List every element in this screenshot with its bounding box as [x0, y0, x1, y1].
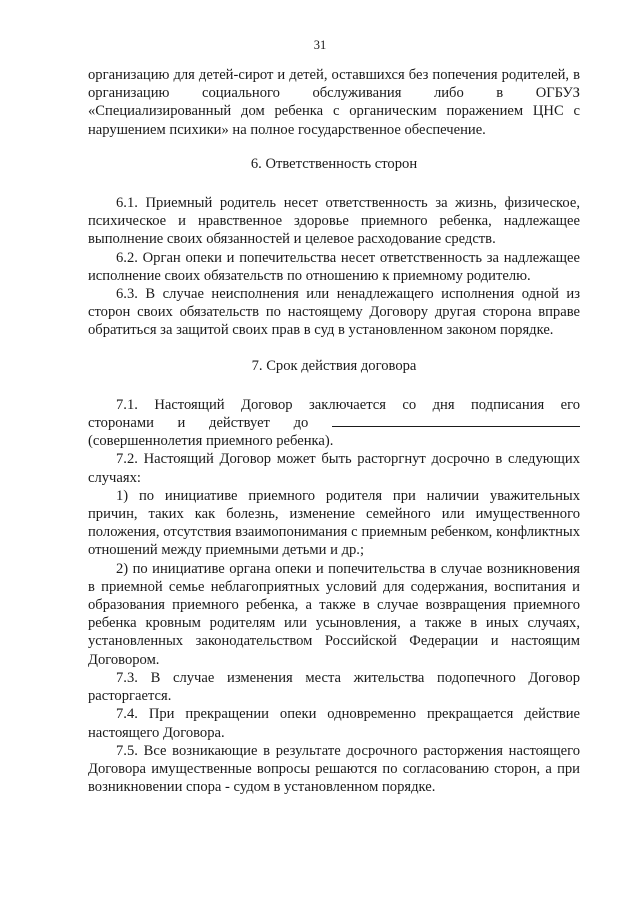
clause-7-5: 7.5. Все возникающие в результате досрочного расторжения настоящего Договора имущественные вопросы решаются по согласованию сторон, а при возникновении спора - судом в установленном порядке.	[88, 742, 580, 796]
page-number: 31	[313, 38, 327, 52]
clause-7-1	[88, 396, 580, 451]
section-7-title: 7. Срок действия договора	[251, 357, 417, 374]
clause-6-1: 6.1. Приемный родитель несет ответственность за жизнь, физическое, психическое и нравственное здоровье приемного ребенка, надлежащее выполнение своих обязанностей и целевое расходование средств.	[88, 195, 580, 248]
clause-6-2: 6.2. Орган опеки и попечительства несет ответственность за надлежащее исполнение своих обязательств по отношению к приемному родителю.	[88, 249, 580, 284]
date-blank-field[interactable]	[332, 414, 580, 427]
section-6-title: 6. Ответственность сторон	[250, 155, 418, 172]
clause-7-4: 7.4. При прекращении опеки одновременно прекращается действие настоящего Договора.	[88, 706, 580, 741]
clause-7-1-line2	[88, 414, 580, 432]
document-body	[88, 66, 580, 796]
clause-7-2: 7.2. Настоящий Договор может быть расторгнут досрочно в следующих случаях:	[88, 451, 580, 486]
intro-paragraph: организацию для детей-сирот и детей, оставшихся без попечения родителей, в организацию социального обслуживания либо в ОГБУЗ «Специализированный дом ребенка с органическим поражением ЦНС с нарушением психики» на полное государственное обеспечение.	[88, 67, 580, 138]
clause-7-1-word-until: до	[293, 415, 309, 432]
clause-7-2-item-1: 1) по инициативе приемного родителя при наличии уважительных причин, таких как болезнь, изменение семейного или имущественного положения, отсутствия взаимопонимания с приемным ребенком, конфликтных отношений между приемными детьми и др.;	[88, 487, 580, 559]
clause-7-1-line1: 7.1. Настоящий Договор заключается со дня подписания его	[116, 396, 580, 413]
clause-7-1-line3: (совершеннолетия приемного ребенка).	[88, 433, 334, 450]
clause-7-2-item-2: 2) по инициативе органа опеки и попечительства в случае возникновения в приемной семье неблагоприятных условий для содержания, воспитания и образования приемного ребенка, а также в случае возвращения приемного ребенка кровным родителям или усыновления, а также в иных случаях, установленных законодательством Российской Федерации и настоящим Договором.	[88, 560, 580, 668]
clause-7-3: 7.3. В случае изменения места жительства подопечного Договор расторгается.	[88, 669, 580, 705]
clause-7-1-word-parties: сторонами	[88, 415, 154, 432]
clause-7-1-word-acts: действует	[209, 415, 270, 432]
clause-6-3: 6.3. В случае неисполнения или ненадлежащего исполнения одной из сторон своих обязательств по настоящему Договору другая сторона вправе обратиться за защитой своих прав в суд в установленном законом порядке.	[88, 286, 580, 339]
clause-7-1-word-and: и	[177, 415, 186, 432]
